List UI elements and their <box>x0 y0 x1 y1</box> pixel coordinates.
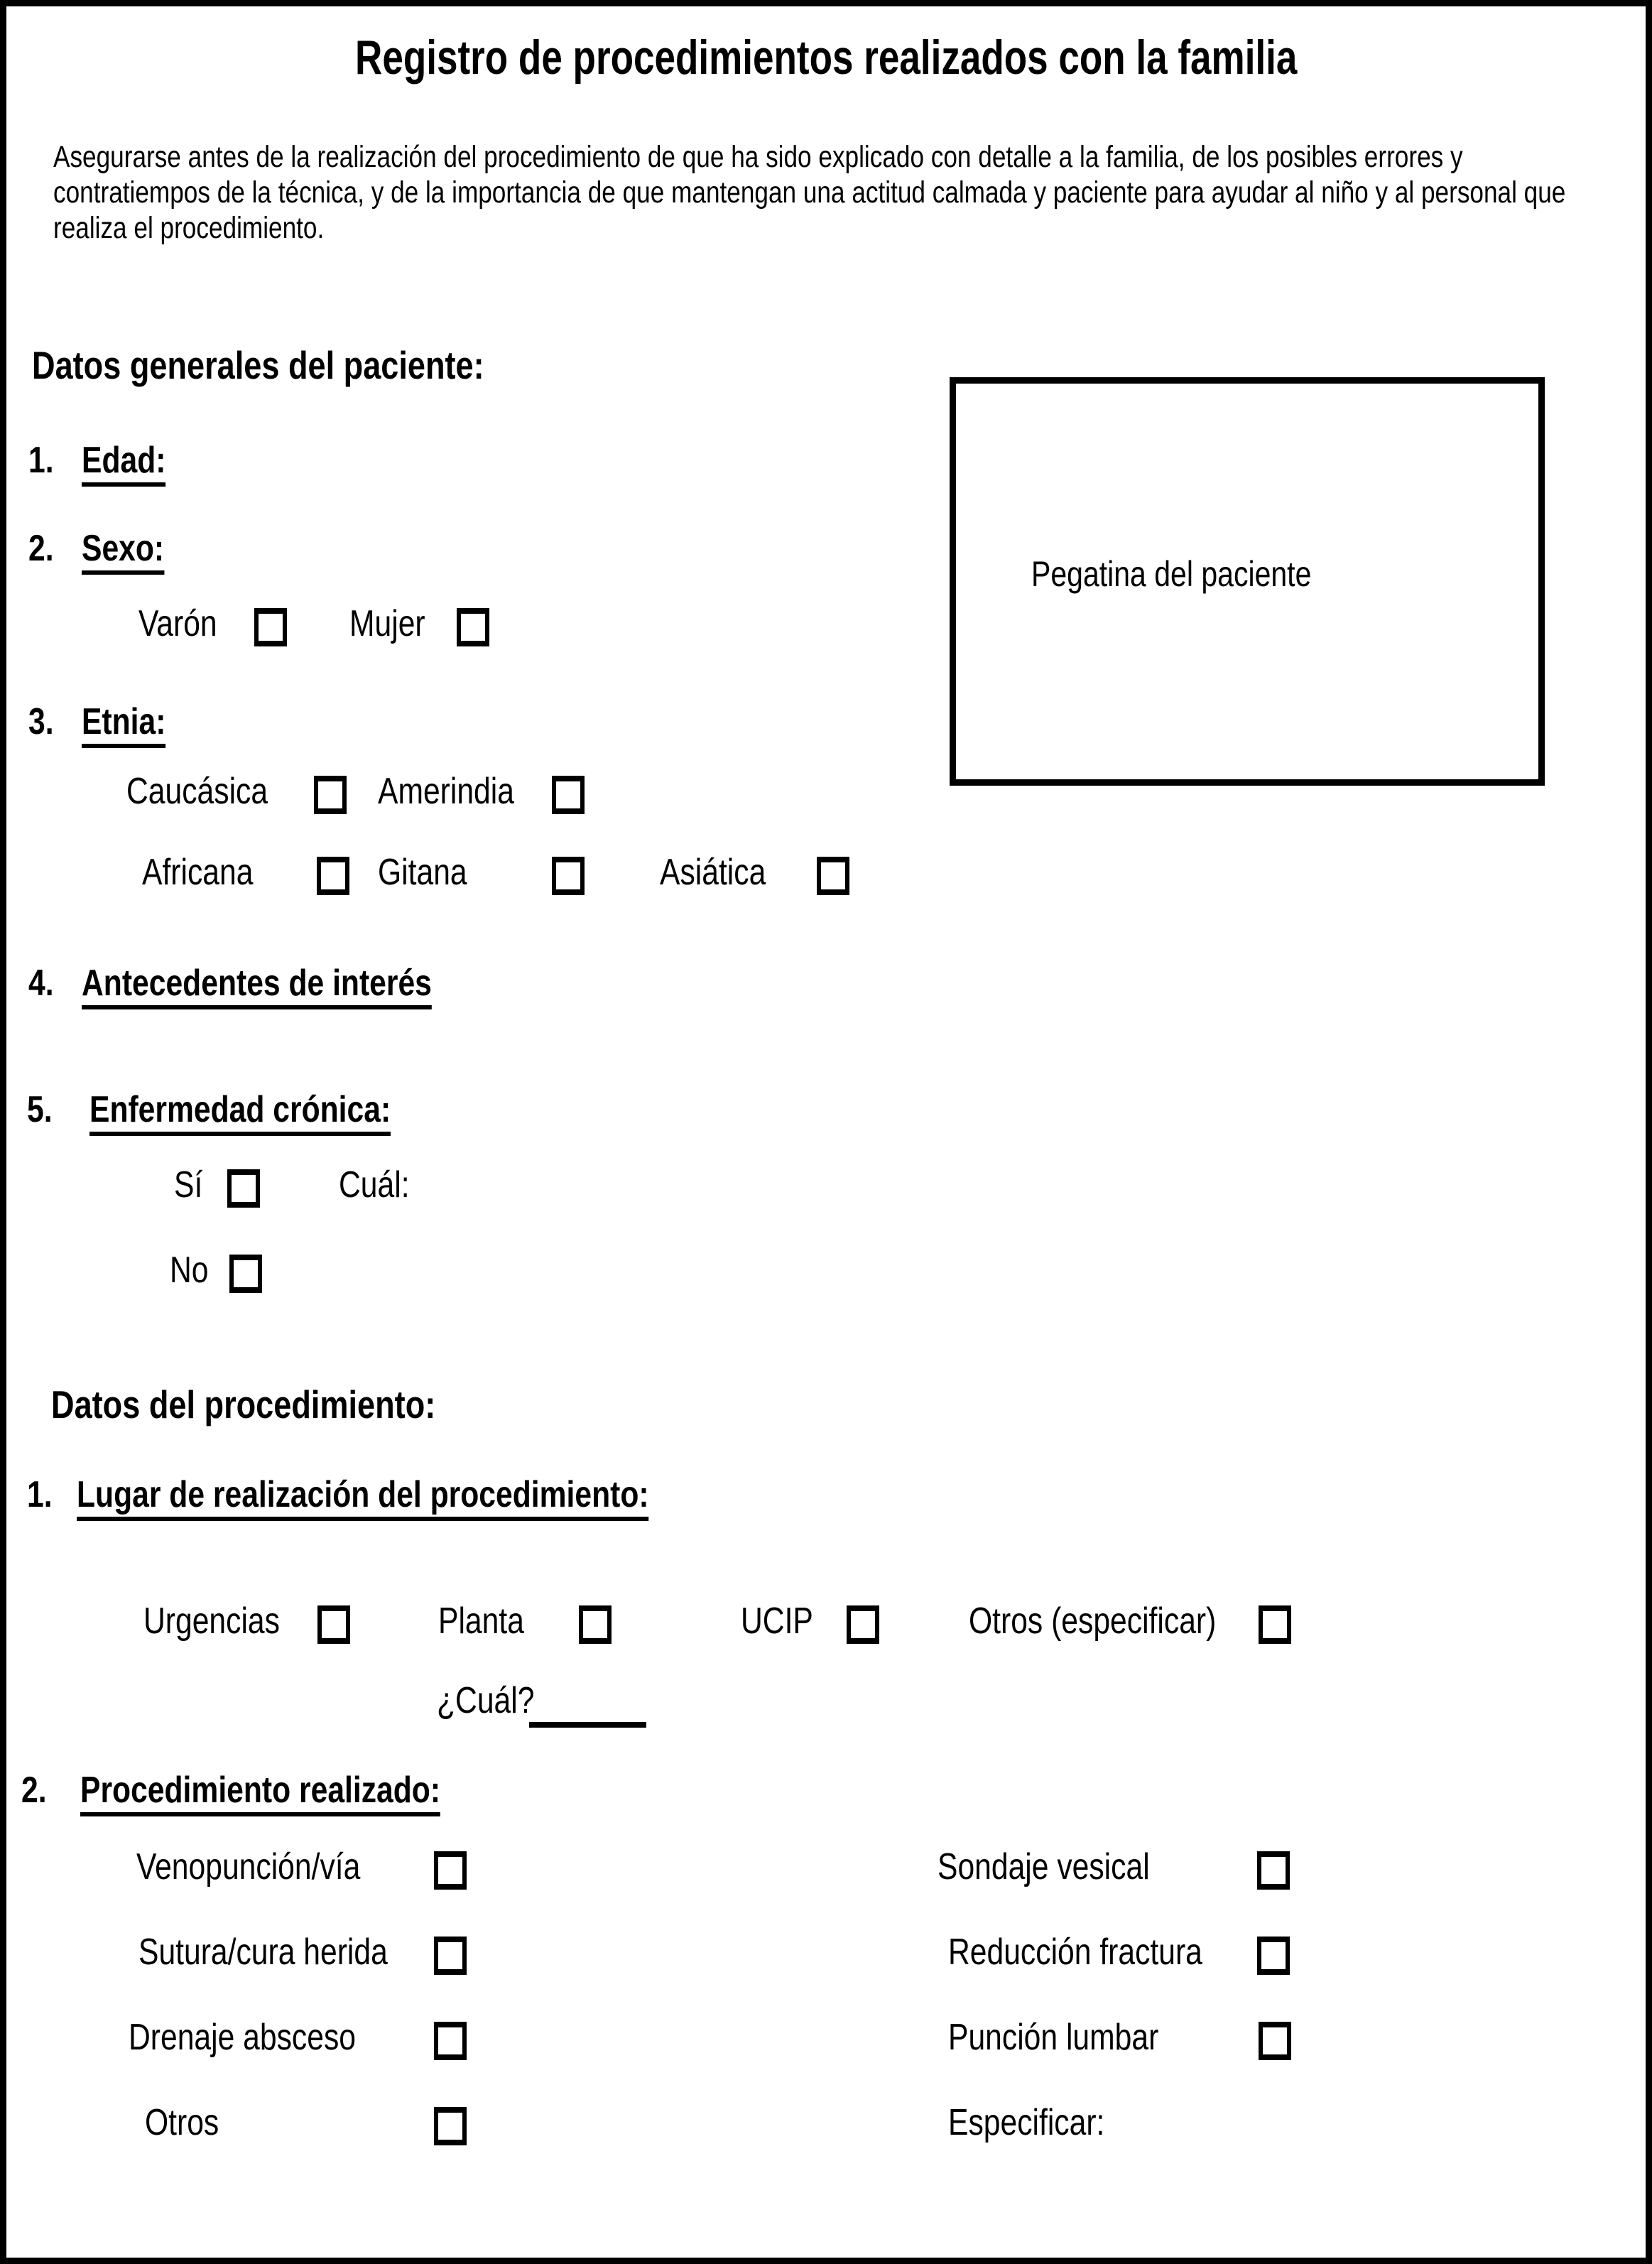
item-number: 2. <box>28 528 54 569</box>
label-cual-question: ¿Cuál? <box>437 1680 535 1721</box>
label-especificar: Especificar: <box>948 2102 1105 2143</box>
checkbox-asiatica[interactable] <box>817 857 849 895</box>
label-drenaje: Drenaje absceso <box>129 2017 356 2058</box>
item-label-lugar: Lugar de realización del procedimiento: <box>77 1476 649 1521</box>
checkbox-planta[interactable] <box>579 1605 612 1644</box>
label-puncion: Punción lumbar <box>948 2017 1159 2058</box>
label-sondaje: Sondaje vesical <box>938 1846 1150 1887</box>
checkbox-amerindia[interactable] <box>552 776 585 814</box>
label-mujer: Mujer <box>349 603 425 644</box>
label-no: No <box>170 1250 209 1291</box>
label-sutura: Sutura/cura herida <box>138 1932 388 1973</box>
item-number: 4. <box>28 963 54 1004</box>
checkbox-drenaje[interactable] <box>434 2022 467 2060</box>
item-label-etnia: Etnia: <box>82 703 165 748</box>
section-heading-general: Datos generales del paciente: <box>32 343 484 387</box>
label-caucasica: Caucásica <box>126 771 268 812</box>
item-number: 1. <box>27 1474 53 1515</box>
checkbox-reduccion[interactable] <box>1257 1937 1290 1975</box>
label-ucip: UCIP <box>741 1600 813 1642</box>
checkbox-venopuncion[interactable] <box>434 1851 467 1890</box>
checkbox-sondaje[interactable] <box>1257 1851 1290 1890</box>
checkbox-otros-lugar[interactable] <box>1259 1605 1291 1644</box>
section-heading-procedure: Datos del procedimiento: <box>51 1382 436 1426</box>
checkbox-si[interactable] <box>227 1169 260 1208</box>
checkbox-no[interactable] <box>229 1255 262 1293</box>
checkbox-urgencias[interactable] <box>317 1605 350 1644</box>
item-number: 1. <box>28 440 54 481</box>
label-cual-colon: Cuál: <box>339 1164 410 1206</box>
label-amerindia: Amerindia <box>378 771 514 812</box>
item-label-edad: Edad: <box>82 442 165 487</box>
patient-sticker-label: Pegatina del paciente <box>1031 554 1312 594</box>
checkbox-puncion[interactable] <box>1259 2022 1291 2060</box>
label-otros-proc: Otros <box>145 2102 219 2143</box>
label-asiatica: Asiática <box>660 852 766 893</box>
label-planta: Planta <box>438 1600 524 1642</box>
item-number: 5. <box>27 1089 53 1130</box>
label-venopuncion: Venopunción/vía <box>136 1846 361 1887</box>
label-africana: Africana <box>142 852 254 893</box>
label-gitana: Gitana <box>378 852 467 893</box>
checkbox-caucasica[interactable] <box>314 776 347 814</box>
checkbox-africana[interactable] <box>317 857 349 895</box>
checkbox-sutura[interactable] <box>434 1937 467 1975</box>
checkbox-gitana[interactable] <box>552 857 585 895</box>
item-label-realizado: Procedimiento realizado: <box>80 1772 440 1816</box>
form-title <box>0 31 1652 85</box>
intro-paragraph: Asegurarse antes de la realización del procedimiento de que ha sido explicado con detalle a la familia, de los posibles errores y contratiempos de la técnica, y de la importancia de que mantengan una actitud calmada y paciente para ayudar al niño y al personal que realiza el procedimiento. <box>53 140 1566 245</box>
label-si: Sí <box>174 1164 203 1206</box>
label-reduccion: Reducción fractura <box>948 1932 1202 1973</box>
checkbox-varon[interactable] <box>254 608 287 646</box>
form-title-text: Registro de procedimientos realizados con la familia <box>354 31 1298 85</box>
item-number: 3. <box>28 701 54 742</box>
item-number: 2. <box>21 1770 47 1811</box>
checkbox-mujer[interactable] <box>457 608 489 646</box>
checkbox-otros-proc[interactable] <box>434 2107 467 2145</box>
checkbox-ucip[interactable] <box>847 1605 879 1644</box>
item-label-enfermedad: Enfermedad crónica: <box>89 1091 391 1136</box>
item-label-sexo: Sexo: <box>82 530 164 575</box>
label-urgencias: Urgencias <box>143 1600 280 1642</box>
cual-blank-line[interactable] <box>529 1722 646 1728</box>
label-otros-especificar: Otros (especificar) <box>969 1600 1217 1642</box>
label-varon: Varón <box>138 603 217 644</box>
item-label-antecedentes: Antecedentes de interés <box>82 965 432 1009</box>
